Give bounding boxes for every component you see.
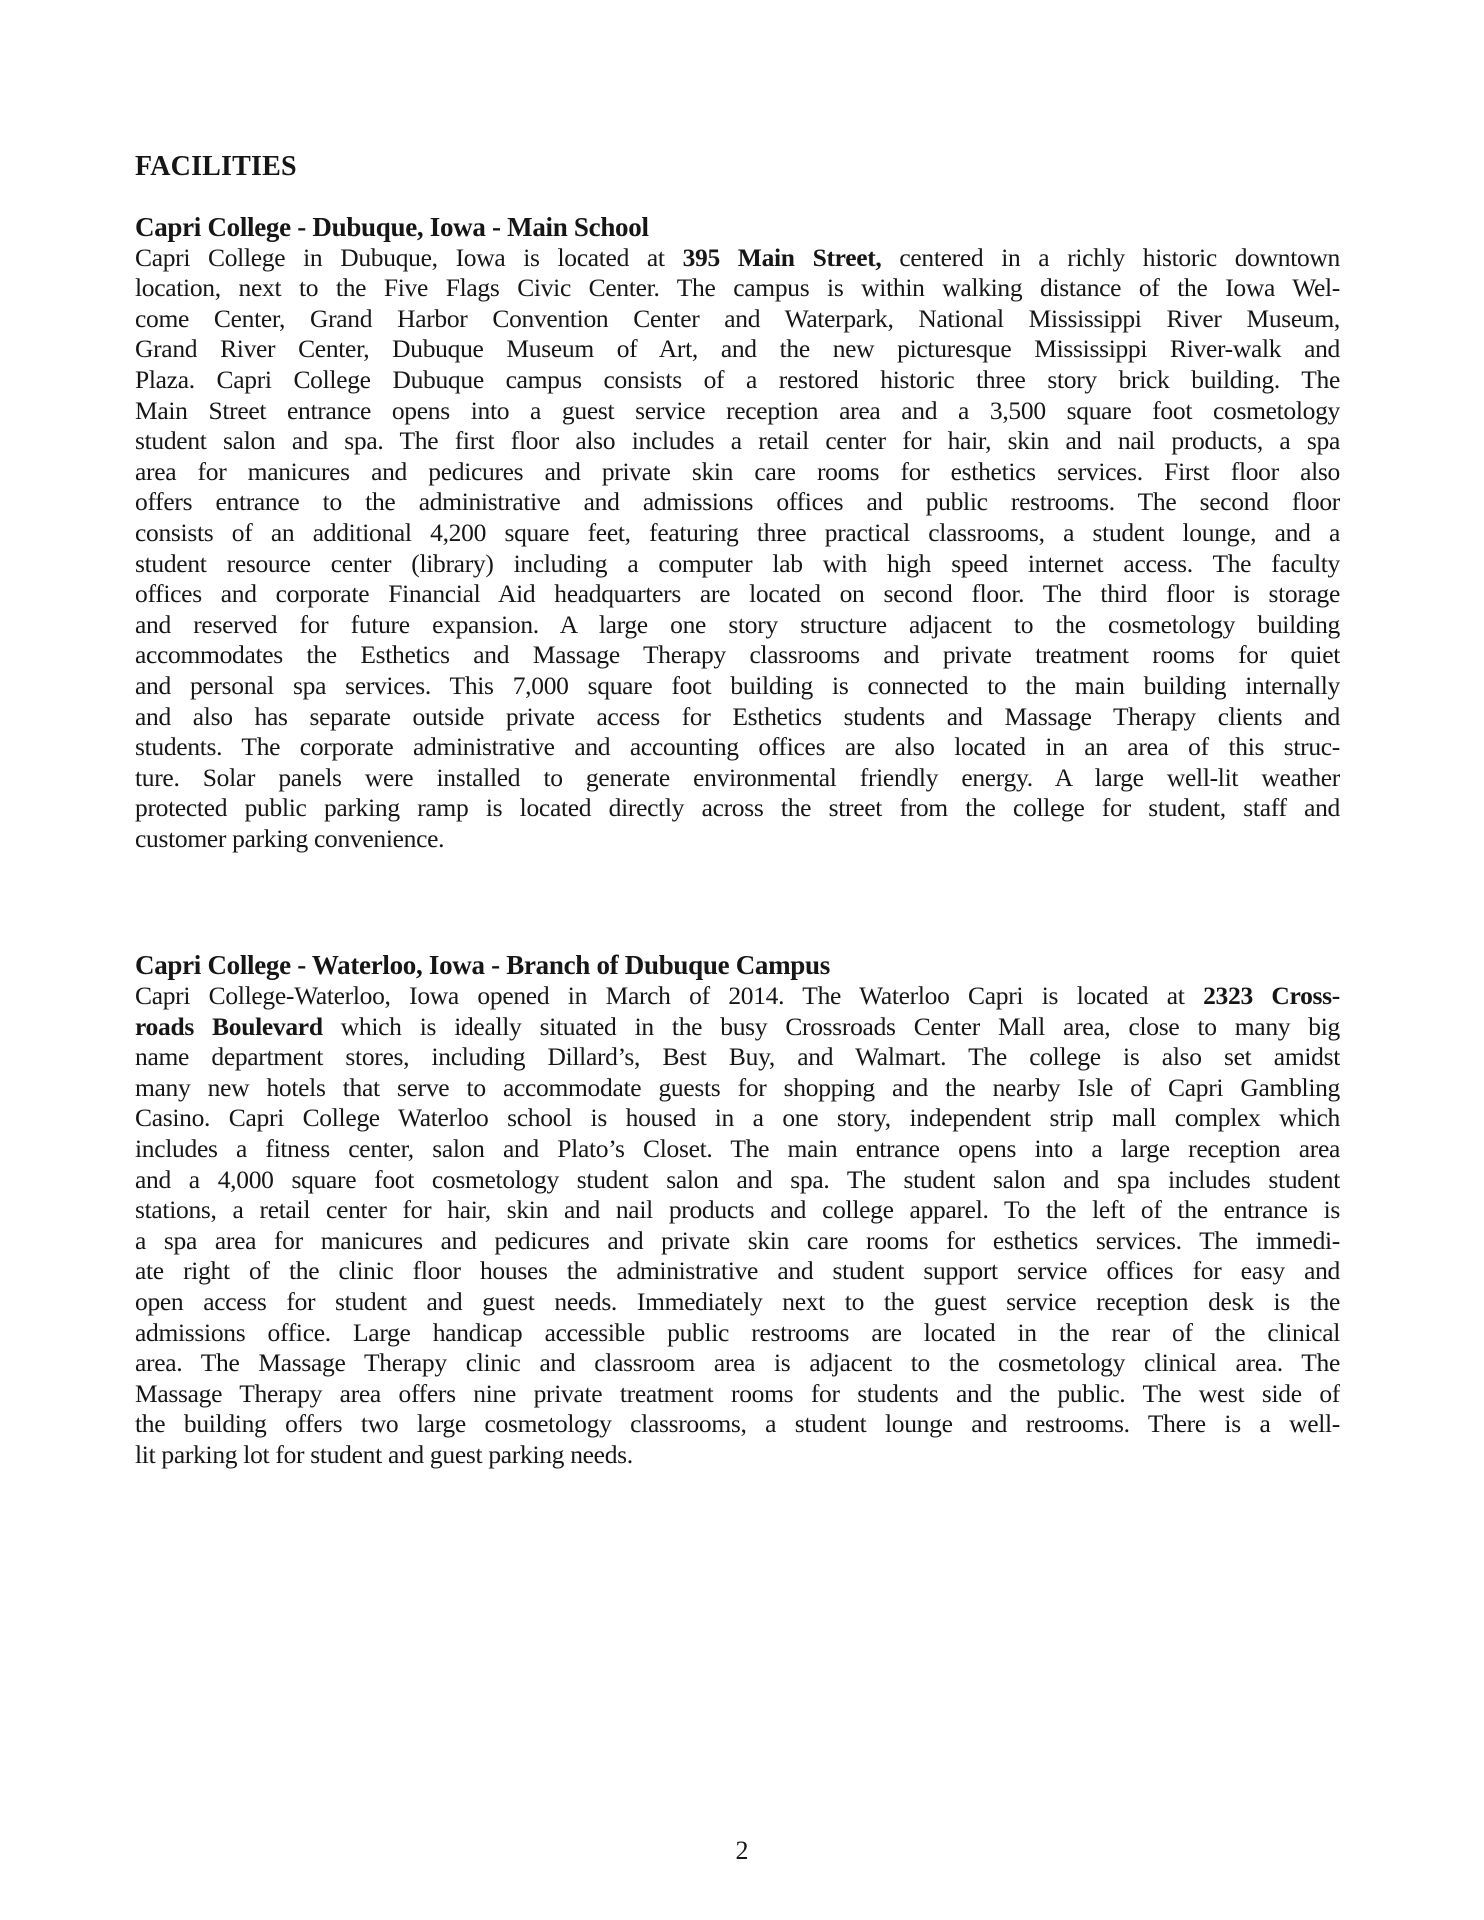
section-body-dubuque (135, 243, 1340, 855)
text-line: lit parking lot for student and guest parking needs. (135, 1439, 633, 1469)
text-line: and reserved for future expansion. A large one story structure adjacent to the cosmetology building (135, 609, 1340, 639)
text-line: Main Street entrance opens into a guest service reception area and a 3,500 square foot cosmetology (135, 395, 1340, 425)
section-body-waterloo (135, 981, 1340, 1471)
text-line: and personal spa services. This 7,000 square foot building is connected to the main building internally (135, 670, 1340, 700)
page-number: 2 (735, 1836, 749, 1865)
text-line: accommodates the Esthetics and Massage Therapy classrooms and private treatment rooms for quiet (135, 640, 1340, 670)
text-line: includes a fitness center, salon and Plato’s Closet. The main entrance opens into a large reception area (135, 1134, 1340, 1164)
text-line: offices and corporate Financial Aid headquarters are located on second floor. The third floor is storage (135, 579, 1340, 609)
text-line: and a 4,000 square foot cosmetology student salon and spa. The student salon and spa includes student (135, 1164, 1340, 1194)
text-line: students. The corporate administrative and accounting offices are also located in an area of this struc- (135, 732, 1340, 762)
text-line: area for manicures and pedicures and private skin care rooms for esthetics services. First floor also (135, 456, 1340, 486)
text-line: Plaza. Capri College Dubuque campus consists of a restored historic three story brick building. The (135, 364, 1340, 394)
text-line: Casino. Capri College Waterloo school is housed in a one story, independent strip mall complex which (135, 1103, 1340, 1133)
text-line: many new hotels that serve to accommodate guests for shopping and the nearby Isle of Capri Gambling (135, 1072, 1340, 1102)
section-waterloo (135, 950, 1340, 1470)
text-line: Capri College in Dubuque, Iowa is located at 395 Main Street, centered in a richly historic downtown (135, 242, 1340, 272)
text-line: student resource center (library) including a computer lab with high speed internet access. The faculty (135, 548, 1340, 578)
text-line: student salon and spa. The first floor also includes a retail center for hair, skin and nail products, a spa (135, 426, 1340, 456)
text-line: admissions office. Large handicap accessible public restrooms are located in the rear of the clinical (135, 1317, 1340, 1347)
text-line: area. The Massage Therapy clinic and classroom area is adjacent to the cosmetology clinical area. The (135, 1348, 1340, 1378)
text-line: a spa area for manicures and pedicures and private skin care rooms for esthetics services. The immedi- (135, 1225, 1340, 1255)
text-line: stations, a retail center for hair, skin and nail products and college apparel. To the left of the entrance is (135, 1195, 1340, 1225)
text-line: roads Boulevard which is ideally situated in the busy Crossroads Center Mall area, close to many big (135, 1011, 1340, 1041)
text-line: protected public parking ramp is located directly across the street from the college for student, staff and (135, 793, 1340, 823)
section-heading-waterloo: Capri College - Waterloo, Iowa - Branch of Dubuque Campus (135, 950, 830, 981)
text-line: Massage Therapy area offers nine private treatment rooms for students and the public. The west side of (135, 1378, 1340, 1408)
text-line: open access for student and guest needs. Immediately next to the guest service reception desk is the (135, 1287, 1340, 1316)
text-line: and also has separate outside private access for Esthetics students and Massage Therapy clients and (135, 701, 1340, 731)
text-line: Grand River Center, Dubuque Museum of Art, and the new picturesque Mississippi River-walk and (135, 334, 1340, 364)
text-line: ture. Solar panels were installed to generate environmental friendly energy. A large well-lit weather (135, 762, 1340, 792)
text-line: name department stores, including Dillard’s, Best Buy, and Walmart. The college is also set amidst (135, 1042, 1340, 1072)
text-line: ate right of the clinic floor houses the administrative and student support service offices for easy and (135, 1256, 1340, 1286)
page-title: FACILITIES (135, 151, 297, 182)
text-line: location, next to the Five Flags Civic Center. The campus is within walking distance of the Iowa Wel- (135, 273, 1340, 303)
text-line: consists of an additional 4,200 square feet, featuring three practical classrooms, a student lounge, and a (135, 517, 1340, 547)
text-line: the building offers two large cosmetology classrooms, a student lounge and restrooms. There is a well- (135, 1409, 1340, 1439)
text-line: come Center, Grand Harbor Convention Center and Waterpark, National Mississippi River Museum, (135, 303, 1340, 333)
text-line: Capri College-Waterloo, Iowa opened in March of 2014. The Waterloo Capri is located at 2323 Cross- (135, 981, 1340, 1011)
section-heading-dubuque: Capri College - Dubuque, Iowa - Main School (135, 212, 649, 242)
section-dubuque (135, 212, 1340, 854)
text-line: customer parking convenience. (135, 823, 445, 853)
text-line: offers entrance to the administrative and admissions offices and public restrooms. The second floor (135, 487, 1340, 517)
